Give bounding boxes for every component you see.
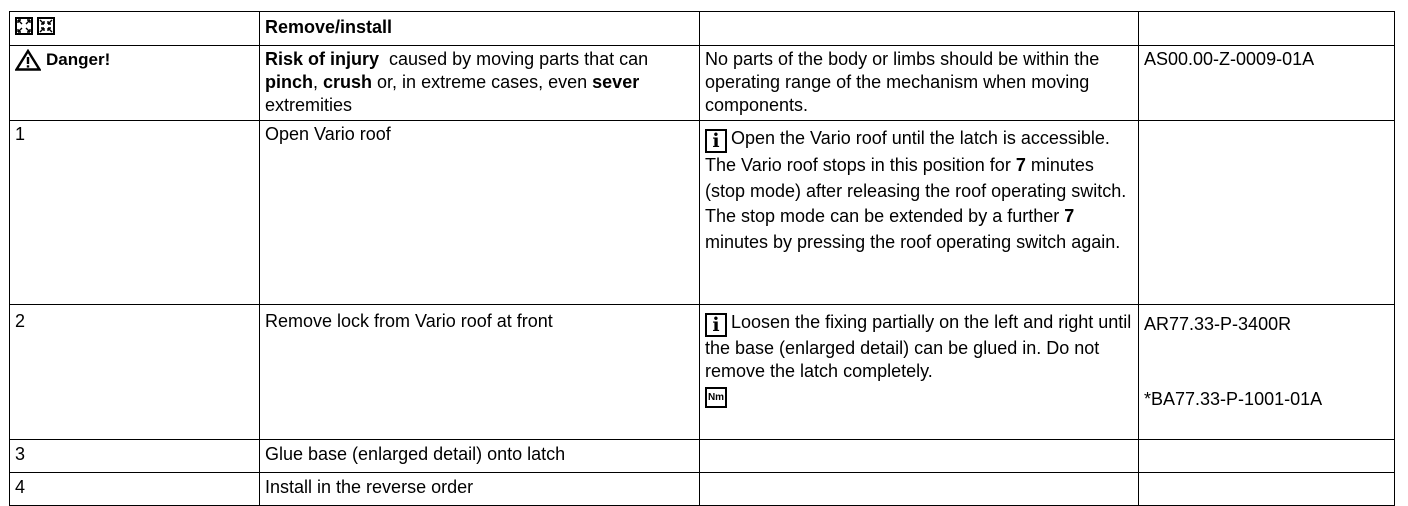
step-action-cell: [260, 121, 700, 305]
reference-link[interactable]: AR77.33-P-3400R: [1144, 314, 1292, 334]
torque-icon[interactable]: Nm: [705, 387, 727, 408]
step-number: 4: [15, 477, 26, 497]
header-empty-cell: [700, 12, 1139, 46]
reference-link[interactable]: *BA77.33-P-1001-01A: [1144, 389, 1323, 409]
danger-label-cell: [10, 46, 260, 121]
warning-triangle-icon: [15, 49, 41, 71]
step-note-cell: [700, 121, 1139, 305]
step-action-cell: [260, 473, 700, 506]
table-row: [10, 473, 1395, 506]
step-note-emphasis: 7: [1064, 206, 1075, 226]
risk-comma: ,: [313, 72, 324, 92]
table-row: [10, 440, 1395, 473]
step-note-emphasis: 7: [1015, 155, 1026, 175]
step-action-cell: [260, 440, 700, 473]
step-action: Open Vario roof: [265, 124, 391, 144]
step-action-cell: [260, 305, 700, 440]
danger-risk-cell: [260, 46, 700, 121]
step-note-cell: [700, 473, 1139, 506]
step-note-cell: [700, 440, 1139, 473]
risk-pinch: pinch: [265, 72, 313, 92]
header-icons-cell: [10, 12, 260, 46]
step-note-cell: [700, 305, 1139, 440]
danger-row: [10, 46, 1395, 121]
step-number-cell: [10, 121, 260, 305]
step-number-cell: [10, 473, 260, 506]
procedure-table: [9, 11, 1395, 506]
step-note: Open the Vario roof until the latch is accessible. The Vario roof stops in this position for: [705, 128, 1110, 175]
header-row: [10, 12, 1395, 46]
step-number-cell: [10, 305, 260, 440]
step-note: Loosen the fixing partially on the left and right until the base (enlarged detail) can be glued in. Do not remove the latch completely.: [705, 312, 1132, 381]
header-title-cell: [260, 12, 700, 46]
info-icon: i: [705, 129, 727, 153]
page-title: Remove/install: [265, 17, 393, 37]
step-reference-cell: [1139, 440, 1395, 473]
step-reference-cell: [1139, 305, 1395, 440]
step-action: Remove lock from Vario roof at front: [265, 311, 553, 331]
install-icon: [37, 17, 55, 35]
table-row: [10, 121, 1395, 305]
step-action: Install in the reverse order: [265, 477, 474, 497]
step-number: 3: [15, 444, 26, 464]
risk-sever: sever: [592, 72, 640, 92]
step-reference-cell: [1139, 121, 1395, 305]
danger-measure-cell: [700, 46, 1139, 121]
info-icon: i: [705, 313, 727, 337]
step-reference-cell: [1139, 473, 1395, 506]
table-row: [10, 305, 1395, 440]
step-note: minutes by pressing the roof operating switch again.: [705, 231, 1121, 252]
risk-text: or, in extreme cases, even: [372, 72, 593, 92]
remove-icon: [15, 17, 33, 35]
step-number: 1: [15, 124, 26, 144]
risk-text: caused by moving parts that can: [379, 49, 654, 69]
danger-label: Danger!: [46, 50, 111, 69]
step-note: minutes (stop mode) after releasing the roof operating switch. The stop mode can be extended by a further: [705, 155, 1127, 226]
danger-reference-cell: [1139, 46, 1395, 121]
header-empty-cell: [1139, 12, 1395, 46]
risk-crush: crush: [323, 72, 373, 92]
risk-heading: Risk of injury: [265, 49, 380, 69]
step-action: Glue base (enlarged detail) onto latch: [265, 444, 566, 464]
risk-text: extremities: [265, 72, 645, 115]
step-number: 2: [15, 311, 26, 331]
danger-measure-text: No parts of the body or limbs should be within the operating range of the mechanism when moving components.: [705, 49, 1100, 115]
step-number-cell: [10, 440, 260, 473]
reference-link[interactable]: AS00.00-Z-0009-01A: [1144, 49, 1315, 69]
